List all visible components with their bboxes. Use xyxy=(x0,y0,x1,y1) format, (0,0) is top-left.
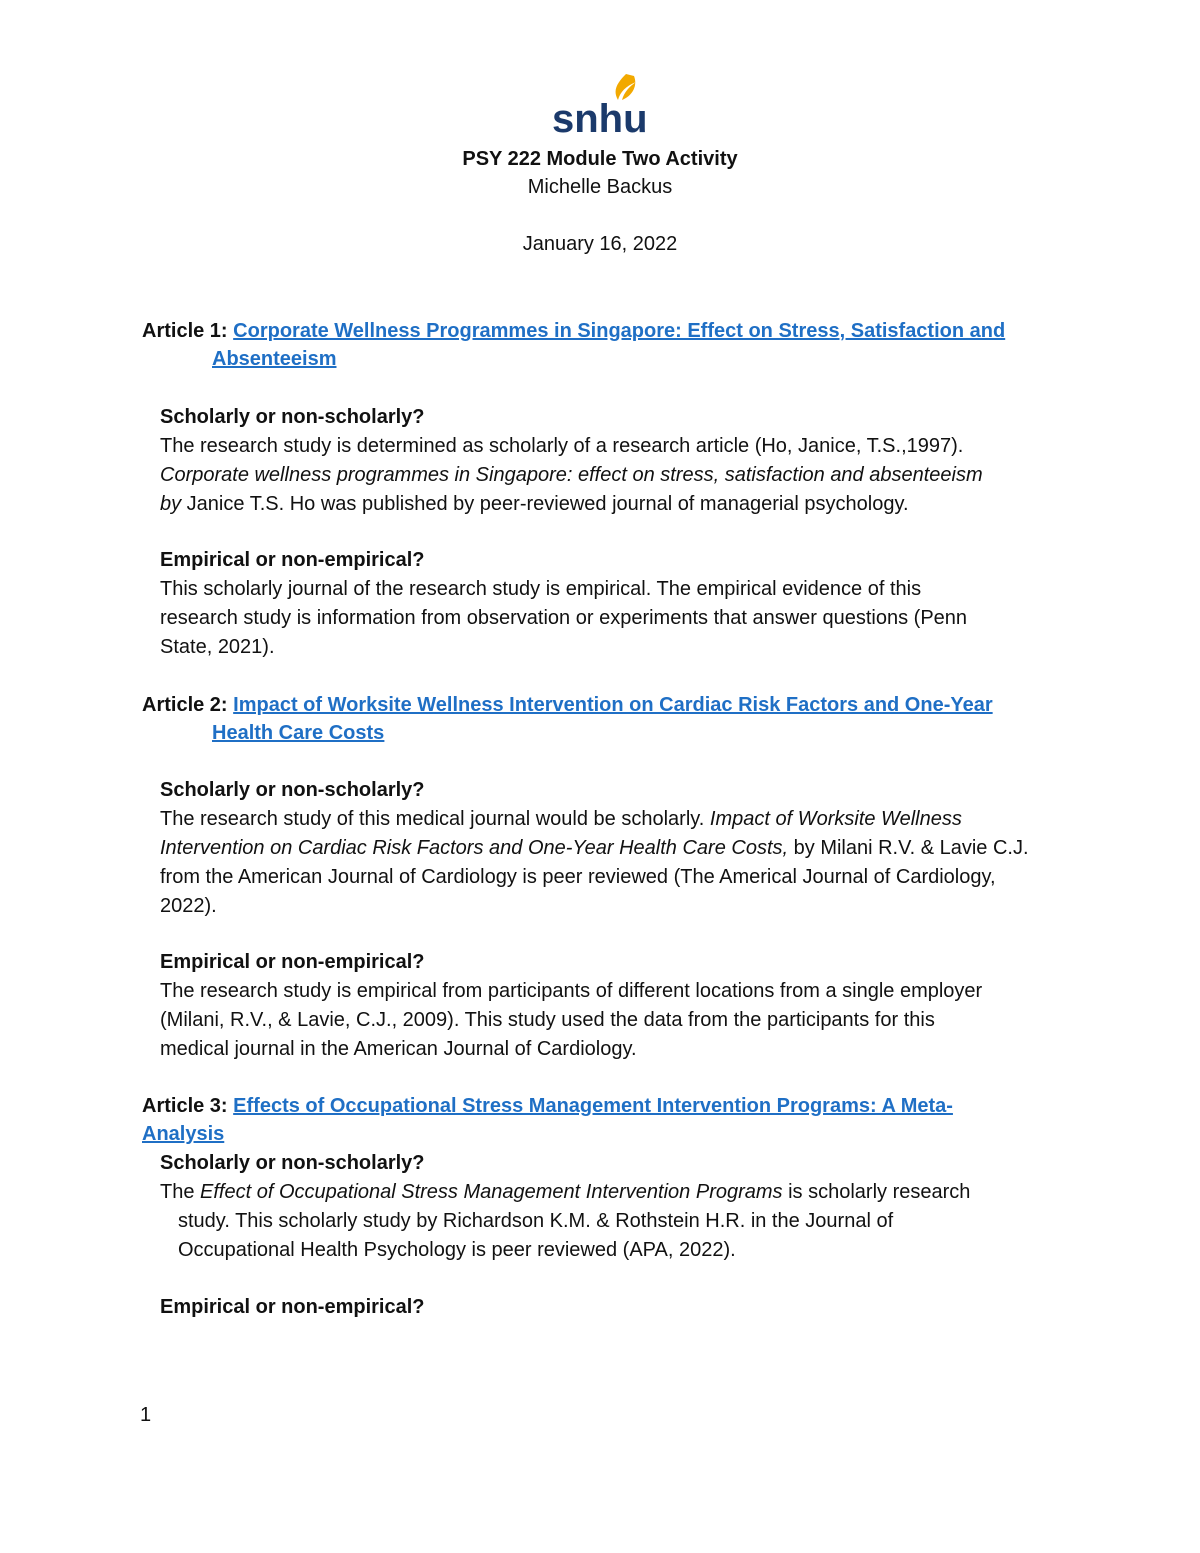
answer-line: The research study is empirical from participants of different locations from a single employer xyxy=(160,980,983,1002)
answer-line xyxy=(160,490,1060,519)
article-label: Article 2: xyxy=(142,694,234,716)
scholarly-question: Scholarly or non-scholarly? xyxy=(160,406,425,428)
answer-line xyxy=(160,1178,1060,1207)
answer-text: Janice T.S. Ho was published by peer-reviewed journal of managerial psychology. xyxy=(181,493,909,515)
answer-line: (Milani, R.V., & Lavie, C.J., 2009). This study used the data from the participants for this xyxy=(160,1009,935,1031)
article-1-empirical-section xyxy=(160,546,1060,662)
article-title-italic: Effect of Occupational Stress Management Intervention Programs xyxy=(200,1181,783,1203)
scholarly-question: Scholarly or non-scholarly? xyxy=(160,779,425,801)
article-2-heading xyxy=(142,691,1022,747)
logo-text: snhu xyxy=(552,97,648,138)
article-2-empirical-section xyxy=(160,948,1060,1064)
article-2-scholarly-section xyxy=(160,776,1060,921)
article-1-link-cont[interactable] xyxy=(142,345,1022,373)
by-italic: by xyxy=(160,493,182,515)
answer-line: study. This scholarly study by Richardson K.M. & Rothstein H.R. in the Journal of xyxy=(178,1210,894,1232)
snhu-logo xyxy=(548,72,648,138)
article-2-link-cont[interactable] xyxy=(142,719,1022,747)
article-2-link-text2[interactable]: Health Care Costs xyxy=(212,722,385,744)
document-date: January 16, 2022 xyxy=(522,233,678,255)
article-title-italic: Corporate wellness programmes in Singapore: effect on stress, satisfaction and absenteeism xyxy=(160,464,983,486)
answer-text: by Milani R.V. & Lavie C.J. xyxy=(788,837,1029,859)
scholarly-question: Scholarly or non-scholarly? xyxy=(160,1152,425,1174)
article-label: Article 1: xyxy=(142,320,234,342)
article-3-scholarly-section xyxy=(160,1149,1060,1265)
answer-line: 2022). xyxy=(160,895,217,917)
page-number: 1 xyxy=(140,1404,152,1426)
answer-line xyxy=(160,834,1060,863)
answer-text: The xyxy=(160,1181,201,1203)
empirical-question: Empirical or non-empirical? xyxy=(160,1296,425,1318)
answer-line: Occupational Health Psychology is peer reviewed (APA, 2022). xyxy=(178,1239,736,1261)
answer-line: This scholarly journal of the research study is empirical. The empirical evidence of this xyxy=(160,578,922,600)
article-title-italic: Intervention on Cardiac Risk Factors and One-Year Health Care Costs, xyxy=(160,837,789,859)
answer-line: from the American Journal of Cardiology is peer reviewed (The Americal Journal of Cardiology, xyxy=(160,866,996,888)
answer-text: is scholarly research xyxy=(782,1181,971,1203)
document-title: PSY 222 Module Two Activity xyxy=(462,148,738,170)
answer-line: State, 2021). xyxy=(160,636,275,658)
answer-line: medical journal in the American Journal of Cardiology. xyxy=(160,1038,637,1060)
article-title-italic: Impact of Worksite Wellness xyxy=(709,808,962,830)
answer-line: research study is information from observation or experiments that answer questions (Penn xyxy=(160,607,968,629)
article-3-empirical-section xyxy=(160,1293,1060,1322)
empirical-question: Empirical or non-empirical? xyxy=(160,951,425,973)
article-1-heading xyxy=(142,317,1022,373)
article-label: Article 3: xyxy=(142,1095,234,1117)
snhu-flame-logo-icon xyxy=(548,72,648,138)
article-3-link[interactable]: Effects of Occupational Stress Management Intervention Programs: A Meta-Analysis xyxy=(142,1095,953,1145)
answer-line xyxy=(160,805,1060,834)
author-name: Michelle Backus xyxy=(527,176,673,198)
answer-line: The research study is determined as scholarly of a research article (Ho, Janice, T.S.,1997). xyxy=(160,435,964,457)
article-2-link[interactable]: Impact of Worksite Wellness Intervention on Cardiac Risk Factors and One-Year xyxy=(233,694,993,716)
answer-text: The research study of this medical journal would be scholarly. xyxy=(160,808,710,830)
article-1-link[interactable]: Corporate Wellness Programmes in Singapore: Effect on Stress, Satisfaction and xyxy=(233,320,1006,342)
article-1-link-text2[interactable]: Absenteeism xyxy=(212,348,337,370)
article-1-scholarly-section xyxy=(160,403,1060,519)
answer-line xyxy=(160,461,1060,490)
article-3-heading xyxy=(142,1092,1022,1148)
empirical-question: Empirical or non-empirical? xyxy=(160,549,425,571)
